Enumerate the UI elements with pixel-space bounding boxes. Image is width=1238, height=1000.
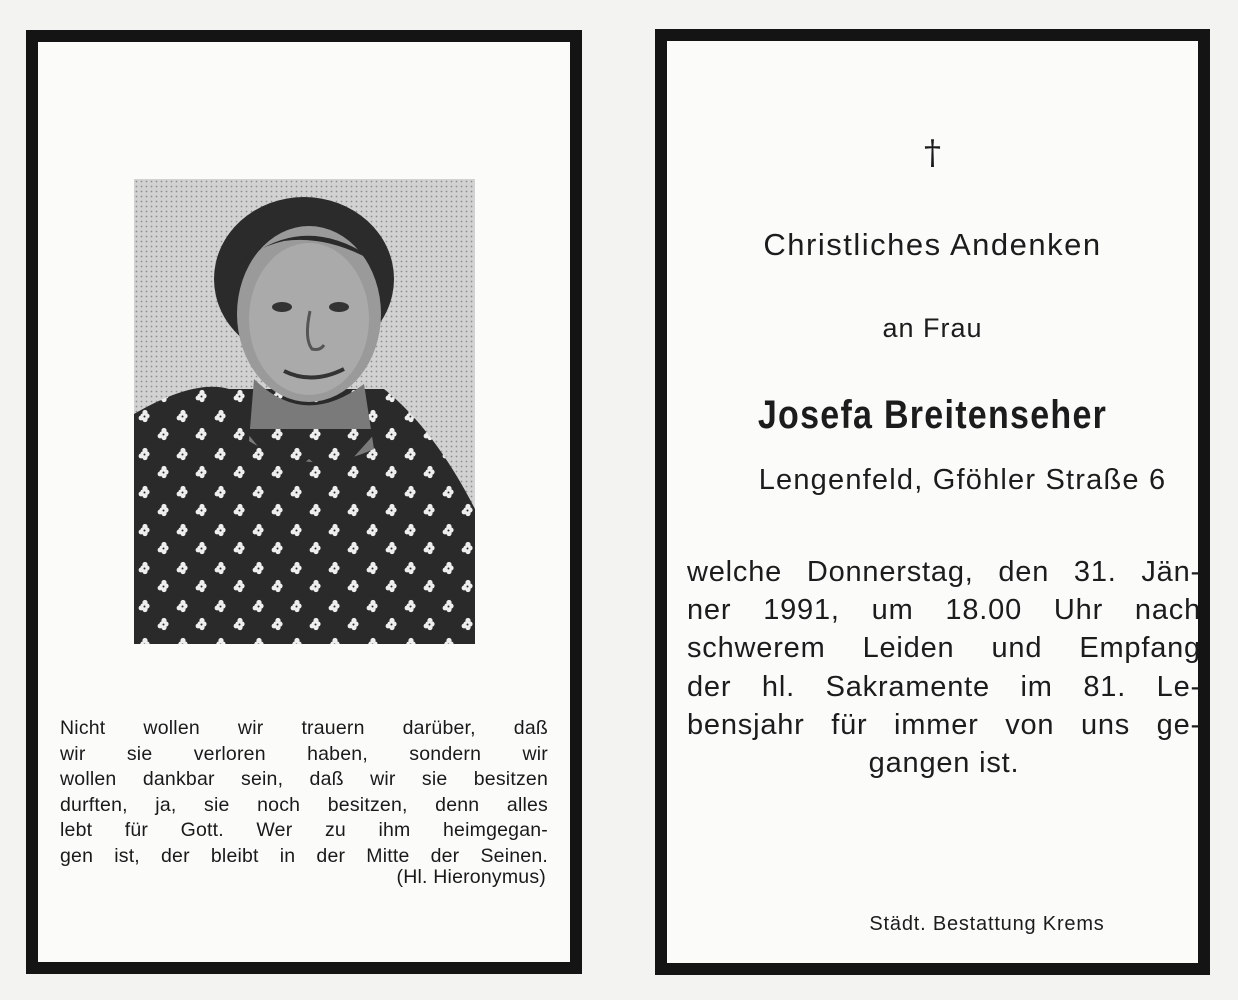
memorial-quote (60, 716, 548, 869)
obituary-line: der hl. Sakramente im 81. Le- (687, 670, 1201, 703)
quote-line: wollen dankbar sein, daß wir sie besitzen (60, 768, 548, 790)
quote-line: lebt für Gott. Wer zu ihm heimgegan- (60, 819, 548, 841)
obituary-line: ner 1991, um 18.00 Uhr nach (687, 594, 1201, 627)
obituary-line: gangen ist. (868, 747, 1020, 780)
portrait-photo (134, 179, 475, 644)
quote-line: wir sie verloren haben, sondern wir (60, 742, 548, 765)
portrait-illustration (134, 179, 475, 644)
left-card (26, 30, 582, 974)
obituary-text (687, 553, 1201, 782)
right-card (655, 29, 1210, 975)
obituary-line: welche Donnerstag, den 31. Jän- (687, 556, 1201, 588)
funeral-home: Städt. Bestattung Krems (869, 913, 1105, 935)
deceased-name: Josefa Breitenseher (757, 393, 1108, 437)
cross-icon: † (924, 133, 941, 173)
obituary-line: bensjahr für immer von uns ge- (687, 708, 1201, 741)
deceased-address: Lengenfeld, Gföhler Straße 6 (758, 464, 1167, 496)
quote-line: gen ist, der bleibt in der Mitte der Seinen. (60, 844, 548, 867)
quote-line: durften, ja, sie noch besitzen, denn alles (60, 793, 548, 816)
quote-line: Nicht wollen wir trauern darüber, daß (60, 717, 548, 739)
quote-source: (Hl. Hieronymus) (396, 866, 546, 888)
card-heading: Christliches Andenken (763, 227, 1102, 262)
card-subheading: an Frau (882, 313, 983, 343)
obituary-line: schwerem Leiden und Empfang (687, 632, 1201, 665)
